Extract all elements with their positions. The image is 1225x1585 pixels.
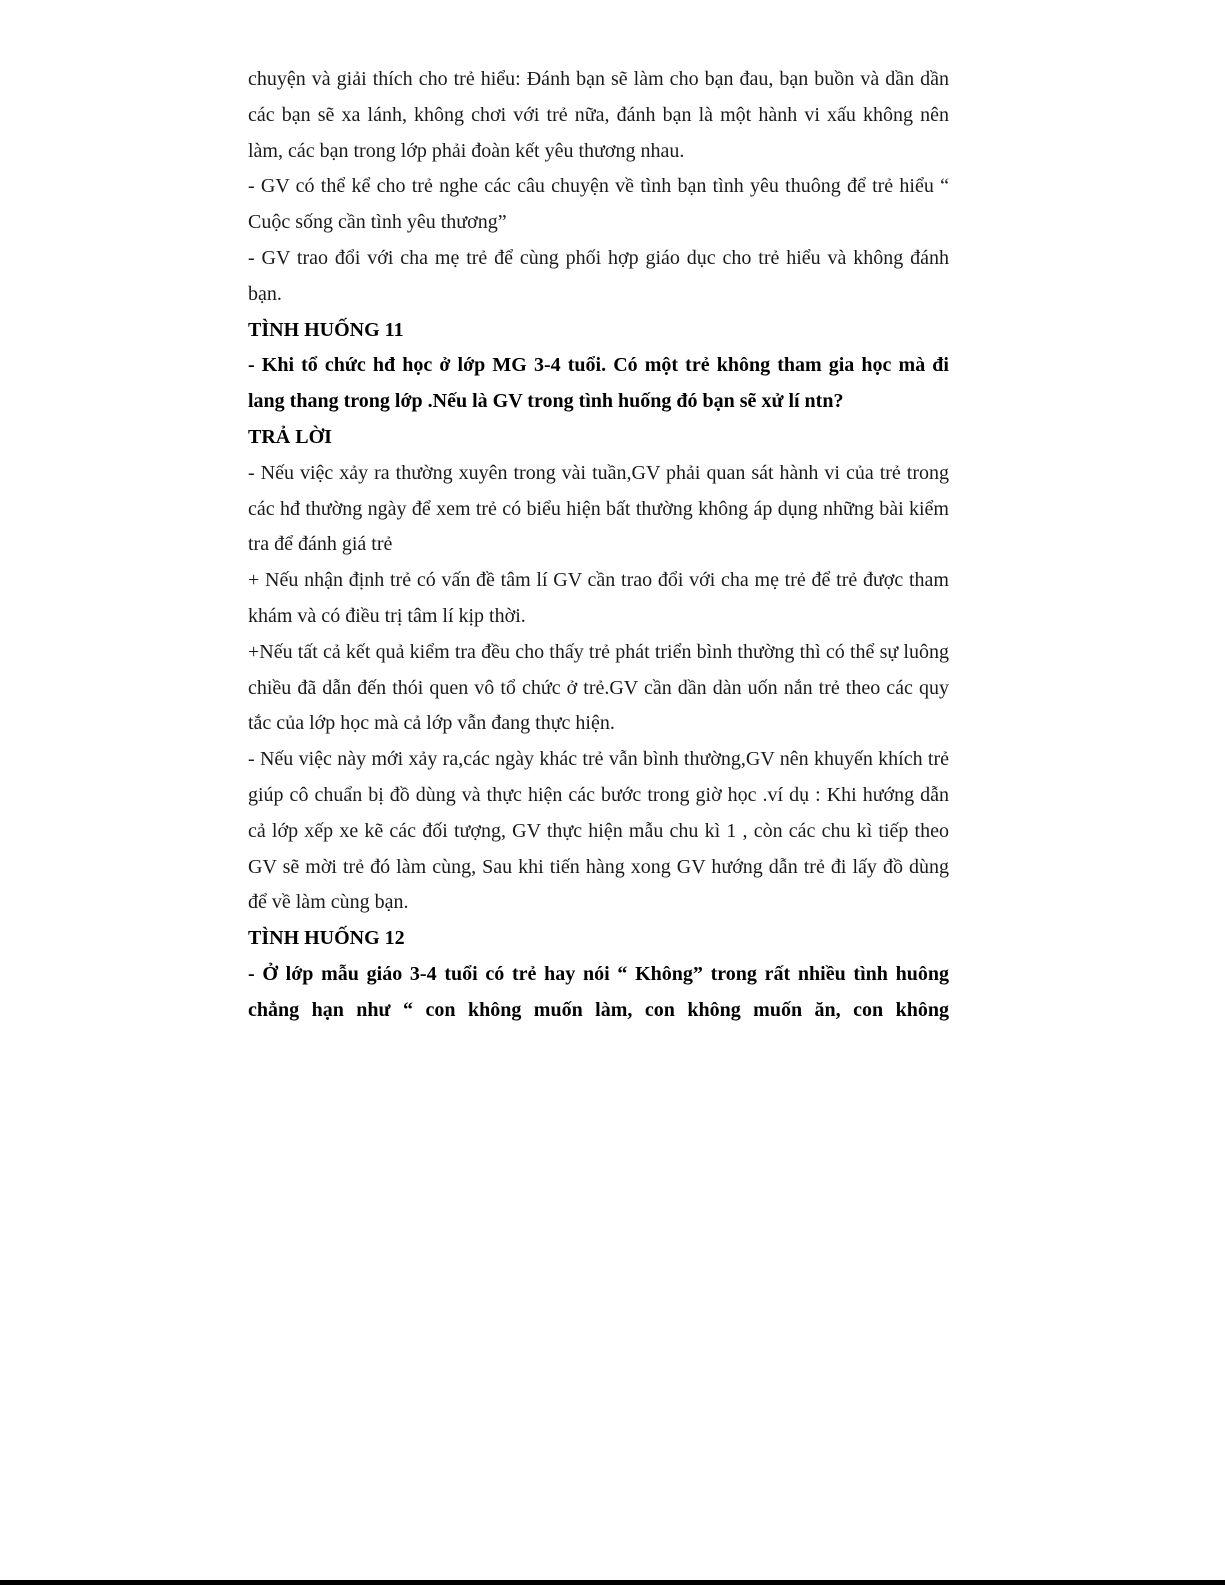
paragraph-storytelling: - GV có thể kể cho trẻ nghe các câu chuyện về tình bạn tình yêu thuông để trẻ hiểu “ Cuộc sống cần tình yêu thương” [248, 175, 949, 234]
heading-situation-12: TÌNH HUỐNG 12 [248, 927, 405, 950]
page-bottom-border [0, 1580, 1225, 1585]
question-situation-11: - Khi tổ chức hđ học ở lớp MG 3-4 tuổi. Có một trẻ không tham gia học mà đi lang thang trong lớp .Nếu là GV trong tình huống đó bạn sẽ xử lí ntn? [248, 354, 949, 413]
answer-point-new-behavior: - Nếu việc này mới xảy ra,các ngày khác trẻ vẫn bình thường,GV nên khuyến khích trẻ giúp cô chuẩn bị đồ dùng và thực hiện các bước trong giờ học .ví dụ : Khi hướng dẫn cả lớp xếp xe kẽ các đối tượng, GV thực hiện mẫu chu kì 1 , còn các chu kì tiếp theo GV sẽ mời trẻ đó làm cùng, Sau khi tiến hàng xong GV hướng dẫn trẻ đi lấy đồ dùng để về làm cùng bạn. [248, 748, 949, 914]
paragraph-parent-coordination: - GV trao đổi với cha mẹ trẻ để cùng phối hợp giáo dục cho trẻ hiểu và không đánh bạn. [248, 246, 949, 305]
document-body [248, 62, 949, 1029]
answer-point-psychology: + Nếu nhận định trẻ có vấn đề tâm lí GV cần trao đổi với cha mẹ trẻ để trẻ được tham khám và có điều trị tâm lí kịp thời. [248, 569, 949, 627]
heading-answer: TRẢ LỜI [248, 425, 332, 448]
heading-situation-11: TÌNH HUỐNG 11 [248, 318, 404, 341]
paragraph-explanation: chuyện và giải thích cho trẻ hiểu: Đánh bạn sẽ làm cho bạn đau, bạn buồn và dần dần các bạn sẽ xa lánh, không chơi với trẻ nữa, đánh bạn là một hành vi xấu không nên làm, các bạn trong lớp phải đoàn kết yêu thương nhau. [248, 68, 949, 162]
question-situation-12: - Ở lớp mẫu giáo 3-4 tuổi có trẻ hay nói “ Không” trong rất nhiều tình huông chẳng hạn như “ con không muốn làm, con không muốn ăn, con không [248, 962, 949, 1021]
answer-point-observe: - Nếu việc xảy ra thường xuyên trong vài tuần,GV phải quan sát hành vi của trẻ trong các hđ thường ngày để xem trẻ có biểu hiện bất thường không áp dụng những bài kiểm tra để đánh giá trẻ [248, 461, 949, 556]
answer-point-normal-development: +Nếu tất cả kết quả kiểm tra đều cho thấy trẻ phát triển bình thường thì có thể sự luông chiều đã dẫn đến thói quen vô tổ chức ở trẻ.GV cần dần dàn uốn nắn trẻ theo các quy tắc của lớp học mà cả lớp vẫn đang thực hiện. [248, 640, 949, 735]
